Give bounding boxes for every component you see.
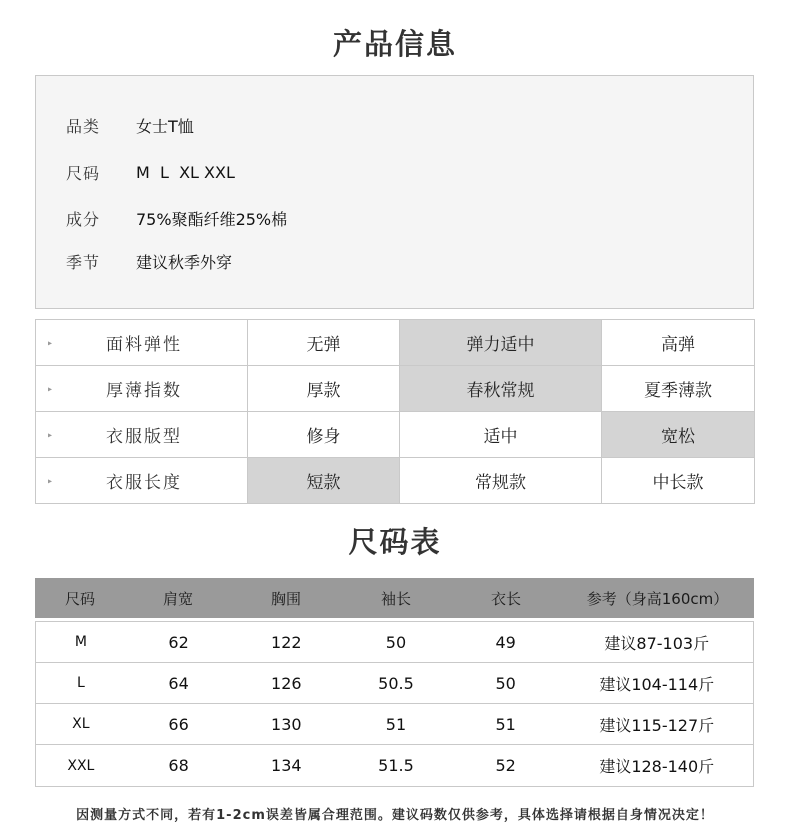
table-cell: 51 xyxy=(495,714,516,734)
attribute-row xyxy=(36,458,755,504)
table-cell: 130 xyxy=(271,714,302,734)
info-value: 建议秋季外穿 xyxy=(136,253,233,272)
info-row-size xyxy=(66,161,235,184)
header-cell: 参考（身高160cm） xyxy=(586,589,729,608)
table-cell: 62 xyxy=(168,632,189,652)
table-cell: 126 xyxy=(271,673,302,693)
footnote: 因测量方式不同，若有1-2cm误差皆属合理范围。建议码数仅供参考，具体选择请根据自身情况决定！ xyxy=(76,808,714,823)
table-cell: 122 xyxy=(271,632,302,652)
table-cell: 66 xyxy=(168,714,189,734)
attribute-option: 常规款 xyxy=(400,458,602,504)
attribute-name-cell xyxy=(36,458,248,504)
triangle-right-icon: ▸ xyxy=(48,430,55,439)
product-info-box xyxy=(35,75,754,309)
header-cell: 肩宽 xyxy=(162,589,193,608)
attribute-option: 短款 xyxy=(248,458,400,504)
header-cell: 尺码 xyxy=(64,589,95,608)
info-label: 尺码 xyxy=(66,164,101,183)
table-cell: 建议115-127斤 xyxy=(599,715,715,735)
attribute-option: 修身 xyxy=(248,412,400,458)
table-cell: 建议87-103斤 xyxy=(604,633,710,653)
table-row xyxy=(36,745,753,786)
attribute-name-cell xyxy=(36,320,248,366)
size-table-body xyxy=(35,621,754,787)
table-cell: XL xyxy=(72,716,90,732)
attribute-option: 高弹 xyxy=(602,320,755,366)
triangle-right-icon: ▸ xyxy=(48,476,55,485)
product-info-title: 产品信息 xyxy=(332,27,457,61)
table-cell: 134 xyxy=(271,756,302,775)
table-cell: 68 xyxy=(168,756,189,775)
attribute-name-cell xyxy=(36,412,248,458)
table-cell: 50.5 xyxy=(378,673,414,693)
attribute-name: 衣服长度 xyxy=(106,473,182,493)
table-cell: 64 xyxy=(168,673,189,693)
table-row xyxy=(36,704,753,745)
table-cell: 50 xyxy=(495,673,516,693)
table-row xyxy=(36,622,753,663)
table-cell: 51.5 xyxy=(378,756,414,775)
info-value: 女士T恤 xyxy=(136,117,194,136)
header-cell: 袖长 xyxy=(380,589,411,608)
info-value: M L XL XXL xyxy=(136,163,235,182)
triangle-right-icon: ▸ xyxy=(48,384,55,393)
attribute-option: 厚款 xyxy=(248,366,400,412)
table-cell: M xyxy=(74,634,87,650)
attribute-row xyxy=(36,366,755,412)
info-row-material xyxy=(66,207,287,230)
attribute-option: 夏季薄款 xyxy=(602,366,755,412)
table-row xyxy=(36,663,753,704)
attribute-name: 面料弹性 xyxy=(106,335,182,355)
info-row-category xyxy=(66,114,194,137)
attribute-option: 中长款 xyxy=(602,458,755,504)
size-table-header xyxy=(35,578,754,618)
table-cell: 52 xyxy=(495,756,516,775)
table-cell: L xyxy=(76,675,85,691)
attribute-name-cell xyxy=(36,366,248,412)
size-chart-title: 尺码表 xyxy=(348,525,442,559)
attribute-name: 衣服版型 xyxy=(106,427,182,447)
header-cell: 胸围 xyxy=(270,589,301,608)
table-cell: 50 xyxy=(385,632,407,652)
info-label: 品类 xyxy=(66,117,101,136)
header-cell: 衣长 xyxy=(490,589,521,608)
attribute-row xyxy=(36,320,755,366)
triangle-right-icon: ▸ xyxy=(48,338,55,347)
info-label: 季节 xyxy=(66,253,101,272)
table-cell: 49 xyxy=(495,632,516,652)
attribute-option: 春秋常规 xyxy=(400,366,602,412)
attribute-option: 宽松 xyxy=(602,412,755,458)
attribute-option: 适中 xyxy=(400,412,602,458)
table-cell: 建议128-140斤 xyxy=(599,757,715,776)
attribute-option: 无弹 xyxy=(248,320,400,366)
attribute-row xyxy=(36,412,755,458)
info-value: 75%聚酯纤维25%棉 xyxy=(136,210,288,229)
table-cell: XXL xyxy=(67,757,95,774)
info-label: 成分 xyxy=(66,210,101,229)
table-cell: 51 xyxy=(385,714,407,734)
table-cell: 建议104-114斤 xyxy=(599,674,715,694)
attribute-grid xyxy=(35,319,755,504)
attribute-name: 厚薄指数 xyxy=(106,381,182,401)
info-row-season xyxy=(66,250,232,273)
attribute-option: 弹力适中 xyxy=(400,320,602,366)
